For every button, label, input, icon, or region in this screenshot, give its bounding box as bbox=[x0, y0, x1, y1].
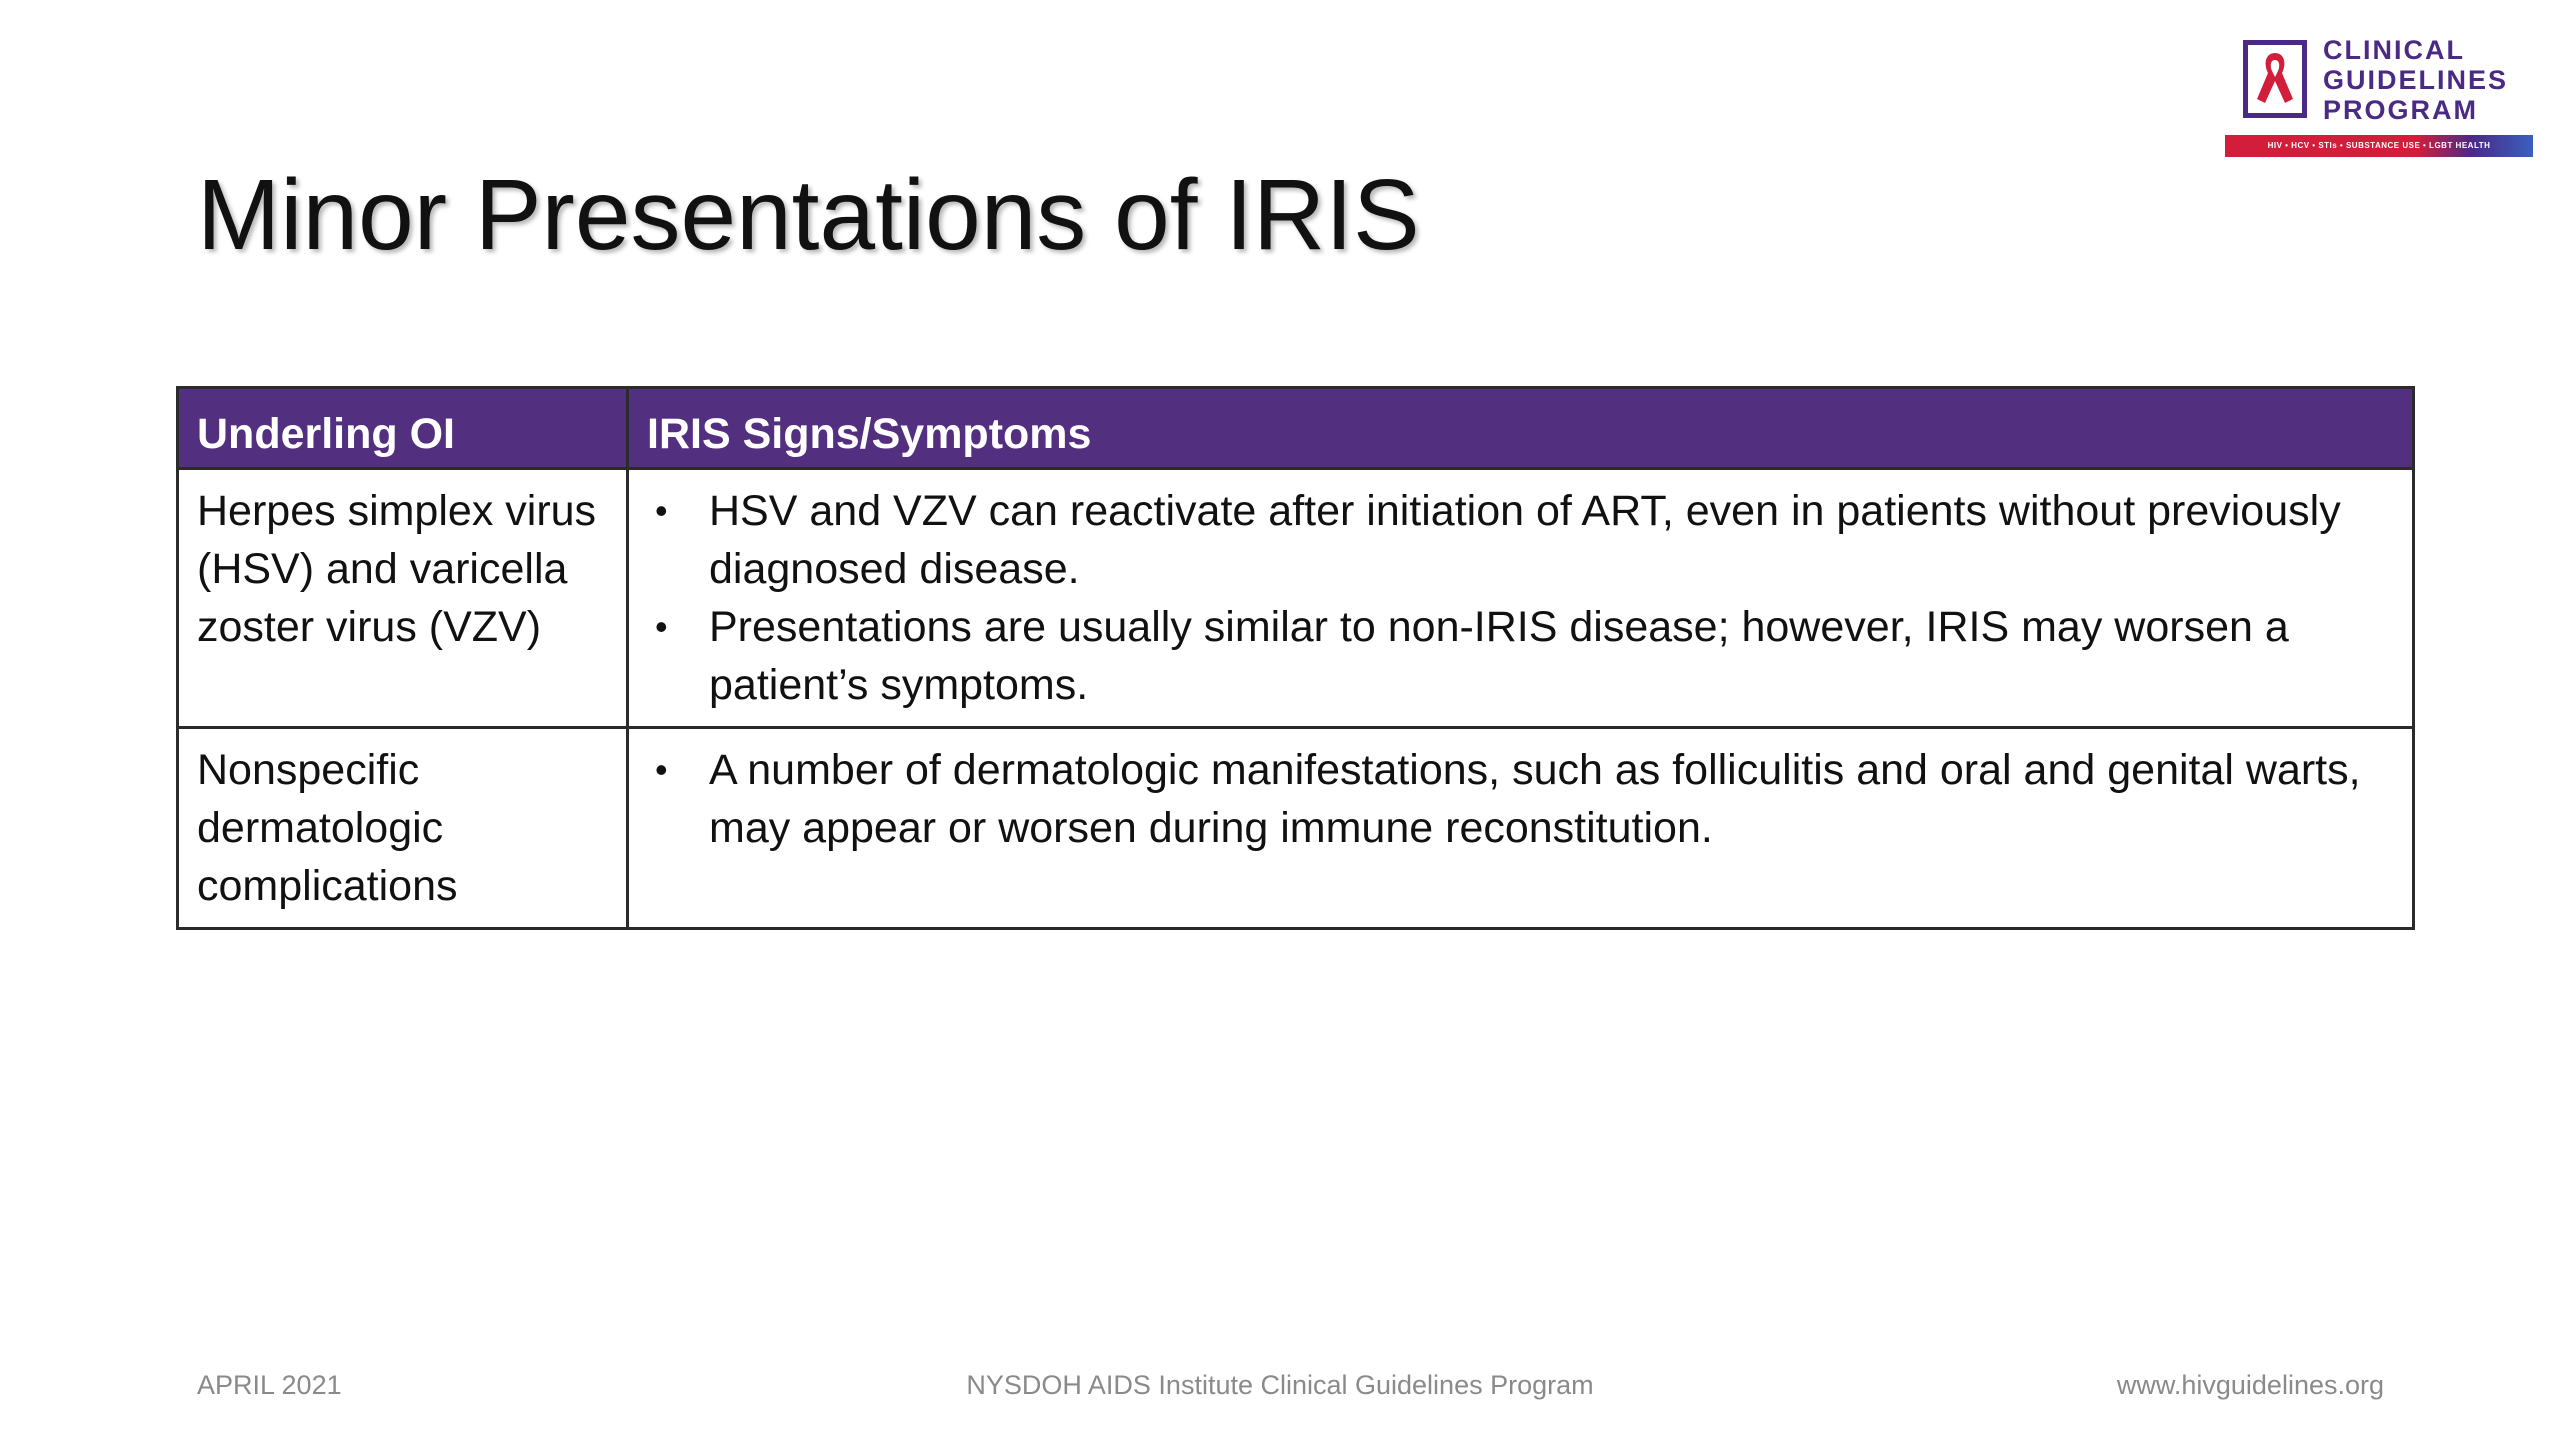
bullet-list bbox=[647, 741, 2372, 857]
footer-date: APRIL 2021 bbox=[197, 1370, 342, 1400]
header-iris-signs-symptoms: IRIS Signs/Symptoms bbox=[628, 388, 2414, 469]
bullet-icon: • bbox=[655, 749, 668, 790]
logo-line-program: PROGRAM bbox=[2323, 95, 2478, 125]
symptoms-cell bbox=[628, 469, 2414, 728]
logo-line-clinical: CLINICAL bbox=[2323, 35, 2465, 65]
red-ribbon-icon bbox=[2243, 40, 2307, 118]
bullet-item bbox=[647, 598, 2372, 714]
oi-cell: Nonspecific dermatologic complications bbox=[178, 728, 628, 929]
bullet-text: HSV and VZV can reactivate after initiation of ART, even in patients without previously diagnosed disease. bbox=[709, 487, 2341, 593]
bullet-item bbox=[647, 482, 2372, 598]
logo-line-guidelines: GUIDELINES bbox=[2323, 65, 2509, 95]
footer-url: www.hivguidelines.org bbox=[2116, 1370, 2384, 1400]
bullet-item bbox=[647, 741, 2372, 857]
header-underlying-oi: Underling OI bbox=[178, 388, 628, 469]
table-header-row bbox=[178, 388, 2414, 469]
bullet-icon: • bbox=[655, 490, 668, 531]
logo-tagline-bar: HIV • HCV • STIs • SUBSTANCE USE • LGBT HEALTH bbox=[2225, 135, 2533, 157]
oi-cell: Herpes simplex virus (HSV) and varicella zoster virus (VZV) bbox=[178, 469, 628, 728]
symptoms-cell bbox=[628, 728, 2414, 929]
bullet-text: Presentations are usually similar to non-IRIS disease; however, IRIS may worsen a patient’s symptoms. bbox=[709, 603, 2289, 709]
bullet-list bbox=[647, 482, 2372, 714]
clinical-guidelines-logo bbox=[2225, 35, 2533, 160]
slide-title: Minor Presentations of IRIS bbox=[197, 159, 1420, 271]
table-row bbox=[178, 728, 2414, 929]
table-row bbox=[178, 469, 2414, 728]
logo-wordmark bbox=[2323, 35, 2508, 125]
iris-presentations-table bbox=[176, 386, 2415, 930]
footer-program-name: NYSDOH AIDS Institute Clinical Guidelines Program bbox=[966, 1370, 1594, 1400]
bullet-icon: • bbox=[655, 606, 668, 647]
bullet-text: A number of dermatologic manifestations, such as folliculitis and oral and genital warts, may appear or worsen during immune reconstitution. bbox=[709, 746, 2361, 852]
